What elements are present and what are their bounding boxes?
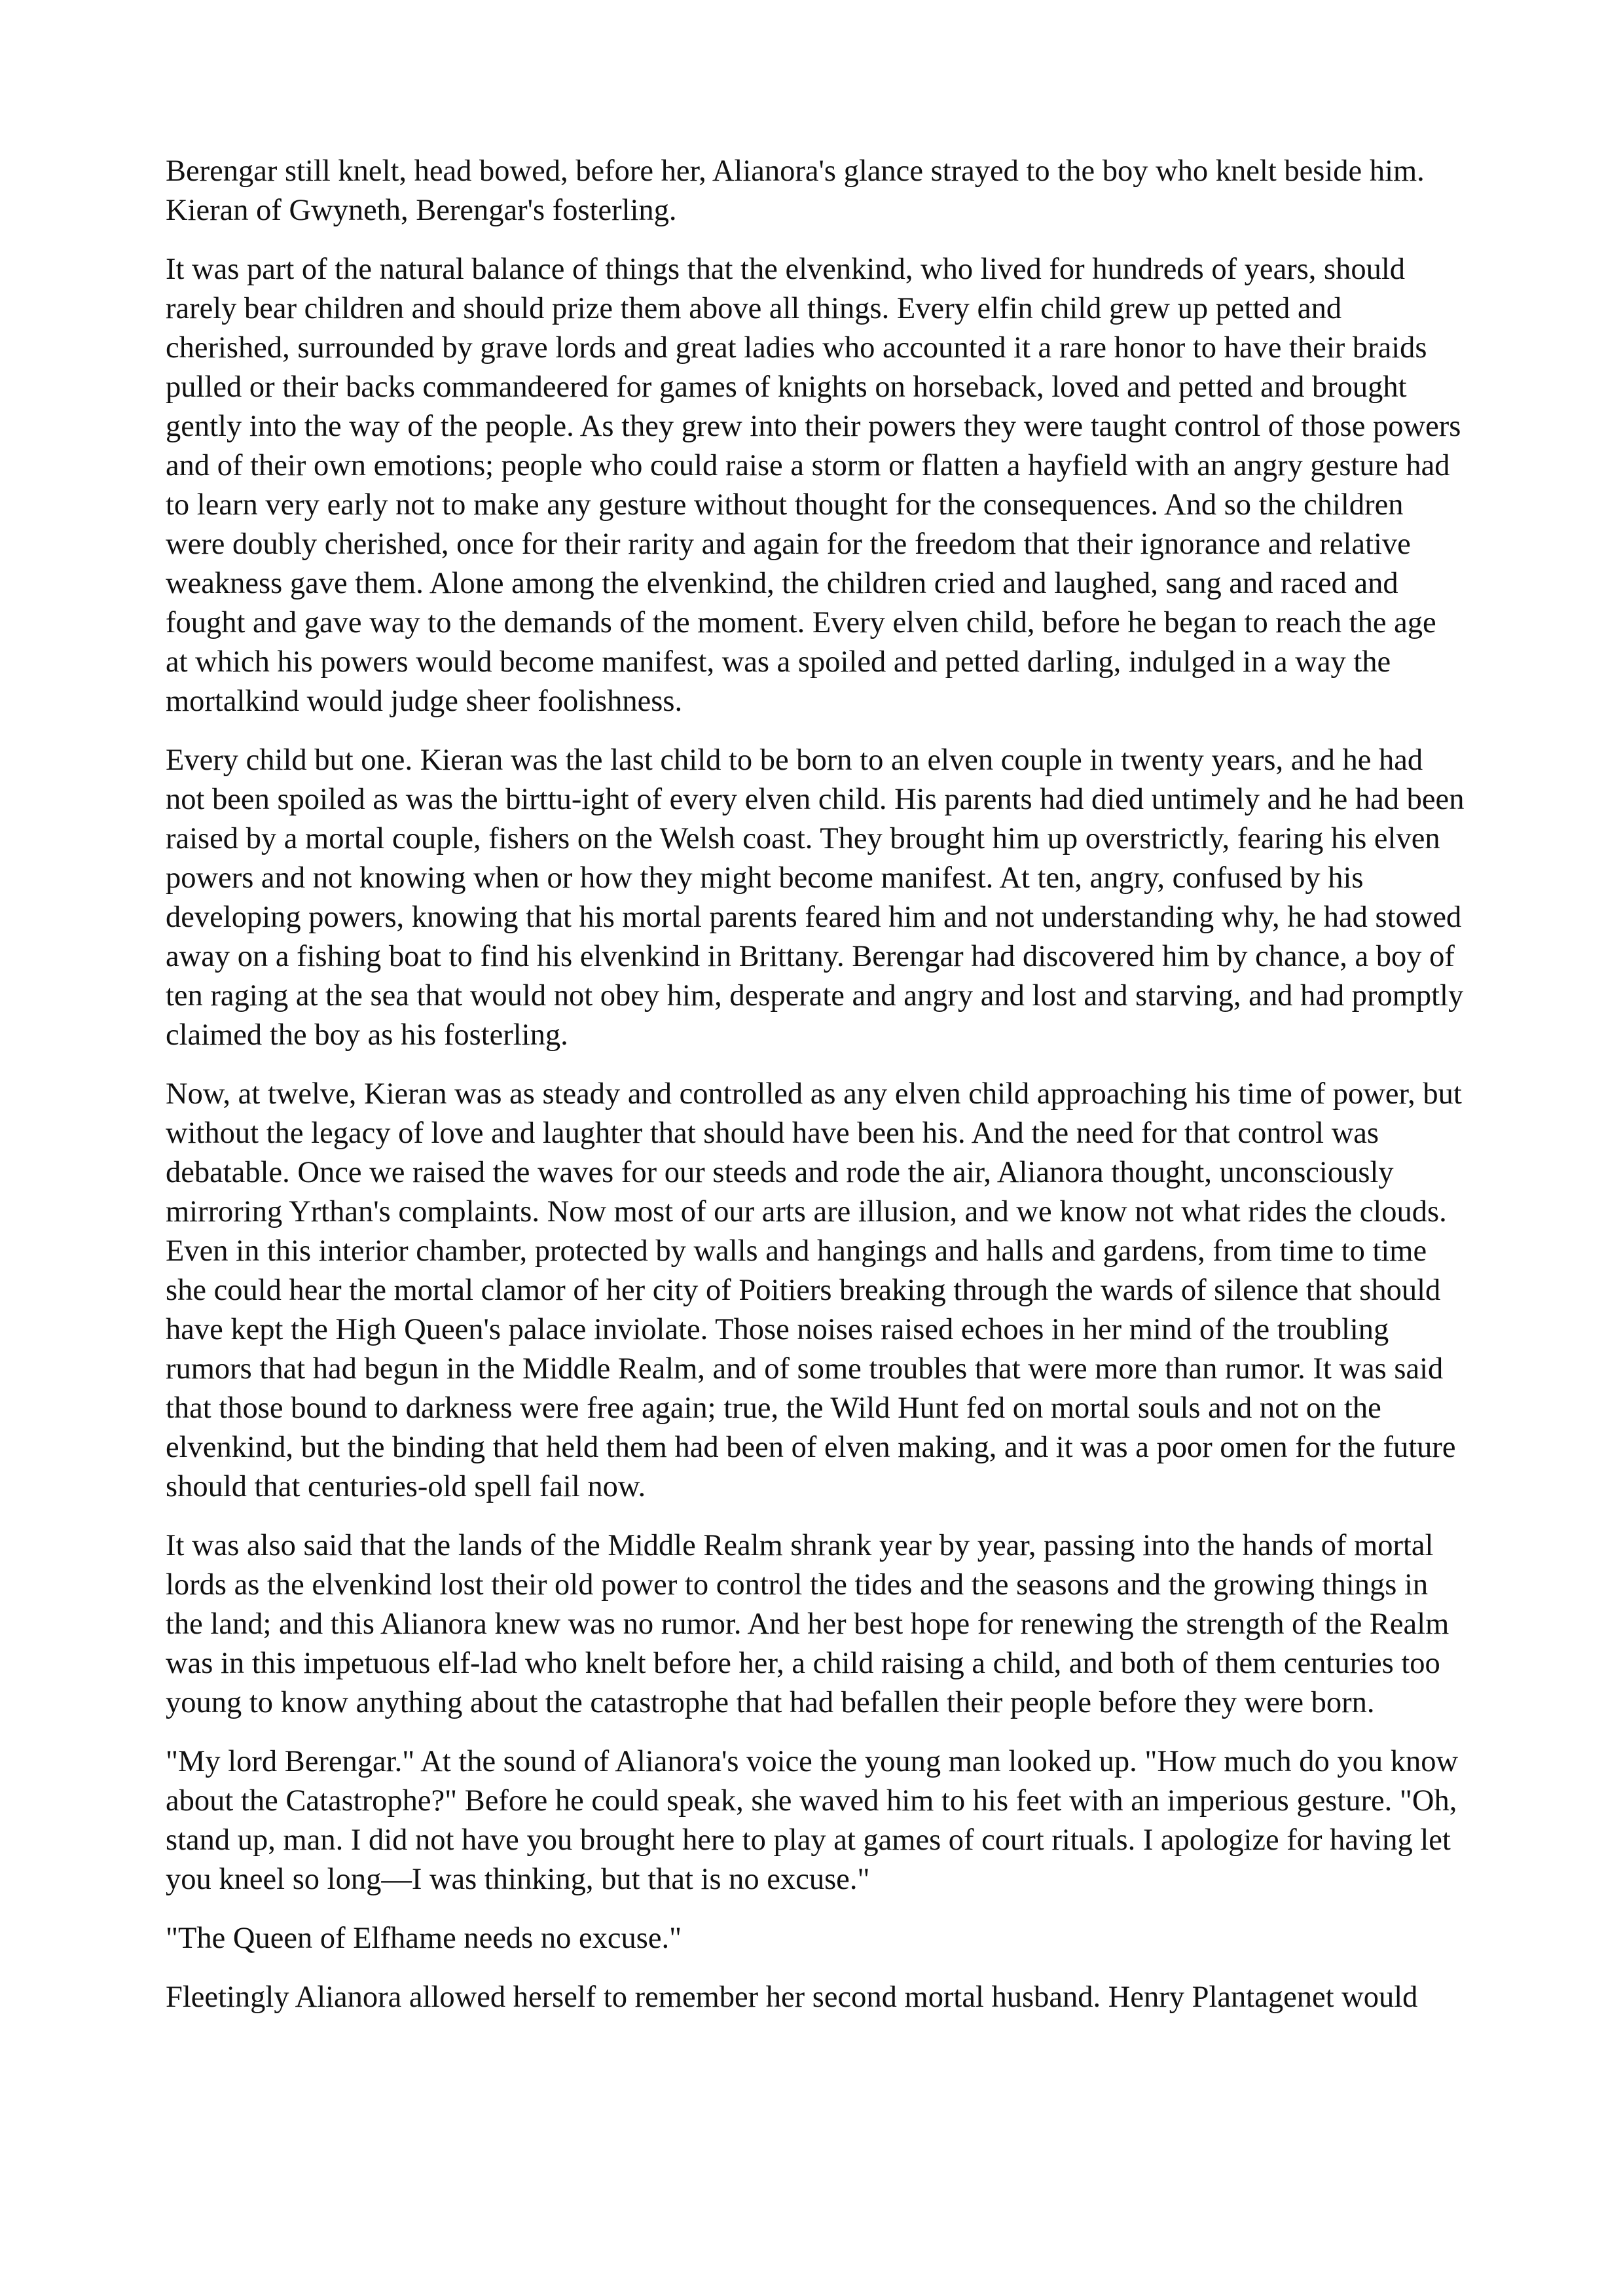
paragraph-4: Now, at twelve, Kieran was as steady and controlled as any elven child approaching his time of power, but without the legacy of love and laughter that should have been his. And the need for that control was debatable. Once we raised the waves for our steeds and rode the air, Alianora thought, unconsciously mirroring Yrthan's complaints. Now most of our arts are illusion, and we know not what rides the clouds. Even in this interior chamber, protected by walls and hangings and halls and gardens, from time to time she could hear the mortal clamor of her city of Poitiers breaking through the wards of silence that should have kept the High Queen's palace inviolate. Those noises raised echoes in her mind of the troubling rumors that had begun in the Middle Realm, and of some troubles that were more than rumor. It was said that those bound to darkness were free again; true, the Wild Hunt fed on mortal souls and not on the elvenkind, but the binding that held them had been of elven making, and it was a poor omen for the future should that centuries-old spell fail now. <box>166 1077 1462 1503</box>
paragraph-3: Every child but one. Kieran was the last child to be born to an elven couple in twenty years, and he had not been spoiled as was the birttu-ight of every elven child. His parents had died untimely and he had been raised by a mortal couple, fishers on the Welsh coast. They brought him up overstrictly, fearing his elven powers and not knowing when or how they might become manifest. At ten, angry, confused by his developing powers, knowing that his mortal parents feared him and not understanding why, he had stowed away on a fishing boat to find his elvenkind in Brittany. Berengar had discovered him by chance, a boy of ten raging at the sea that would not obey him, desperate and angry and lost and starving, and had promptly claimed the boy as his fosterling. <box>166 744 1465 1052</box>
paragraph-2: It was part of the natural balance of things that the elvenkind, who lived for hundreds of years, should rarely bear children and should prize them above all things. Every elfin child grew up petted and cherished, surrounded by grave lords and great ladies who accounted it a rare honor to have their braids pulled or their backs commandeered for games of knights on horseback, loved and petted and brought gently into the way of the people. As they grew into their powers they were taught control of those powers and of their own emotions; people who could raise a storm or flatten a hayfield with an angry gesture had to learn very early not to make any gesture without thought for the consequences. And so the children were doubly cherished, once for their rarity and again for the freedom that their ignorance and relative weakness gave them. Alone among the elvenkind, the children cried and laughed, sang and raced and fought and gave way to the demands of the moment. Every elven child, before he began to reach the age at which his powers would become manifest, was a spoiled and petted darling, indulged in a way the mortalkind would judge sheer foolishness. <box>166 253 1461 718</box>
document-page <box>166 152 1465 2037</box>
paragraph-5: It was also said that the lands of the Middle Realm shrank year by year, passing into the hands of mortal lords as the elvenkind lost their old power to control the tides and the seasons and the growing things in the land; and this Alianora knew was no rumor. And her best hope for renewing the strength of the Realm was in this impetuous elf-lad who knelt before her, a child raising a child, and both of them centuries too young to know anything about the catastrophe that had befallen their people before they were born. <box>166 1529 1450 1719</box>
paragraph-6: "My lord Berengar." At the sound of Alianora's voice the young man looked up. "How much do you know about the Catastrophe?" Before he could speak, she waved him to his feet with an imperious gesture. "Oh, stand up, man. I did not have you brought here to play at games of court rituals. I apologize for having let you kneel so long—I was thinking, but that is no excuse." <box>166 1745 1459 1896</box>
paragraph-1: Berengar still knelt, head bowed, before her, Alianora's glance strayed to the boy who knelt beside him. Kieran of Gwyneth, Berengar's fosterling. <box>166 154 1425 227</box>
paragraph-8: Fleetingly Alianora allowed herself to remember her second mortal husband. Henry Plantagenet would <box>166 1981 1418 2014</box>
paragraph-7: "The Queen of Elfhame needs no excuse." <box>166 1922 682 1955</box>
